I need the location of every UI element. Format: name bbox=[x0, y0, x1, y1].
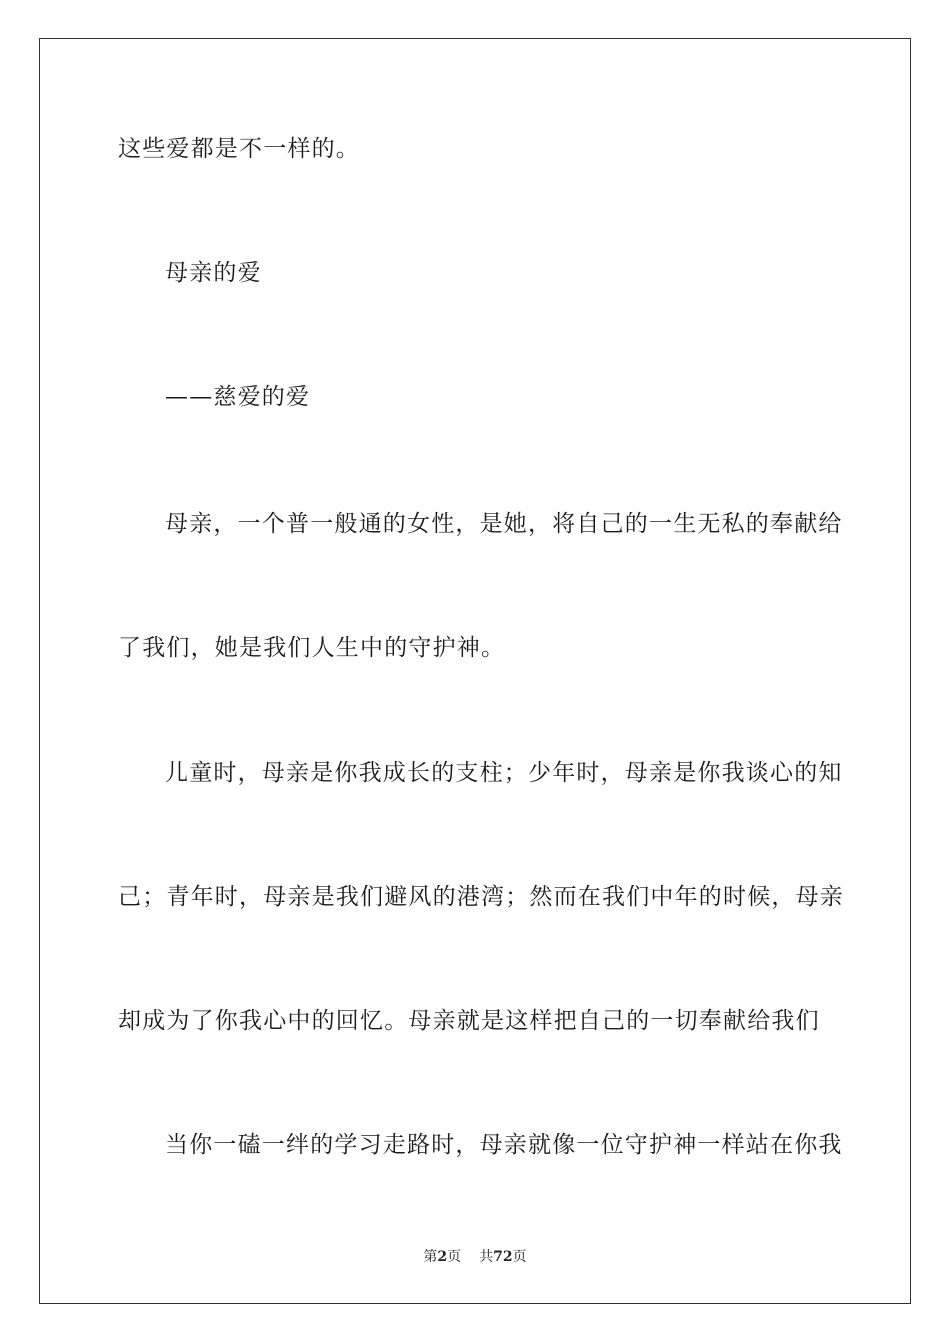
body-line-2: 母亲，一个普一般通的女性，是她，将自己的一生无私的奉献给 bbox=[165, 511, 843, 537]
body-line-1: 这些爱都是不一样的。 bbox=[118, 136, 360, 162]
body-line-7: 当你一磕一绊的学习走路时，母亲就像一位守护神一样站在你我 bbox=[165, 1132, 843, 1158]
total-prefix: 共 bbox=[479, 1249, 494, 1265]
section-heading: 母亲的爱 bbox=[165, 260, 262, 286]
body-line-6: 却成为了你我心中的回忆。母亲就是这样把自己的一切奉献给我们 bbox=[118, 1008, 820, 1034]
page-frame bbox=[39, 38, 911, 1304]
page-footer bbox=[0, 1248, 950, 1266]
total-suffix: 页 bbox=[512, 1249, 527, 1265]
body-line-3: 了我们，她是我们人生中的守护神。 bbox=[118, 635, 506, 661]
page-suffix: 页 bbox=[447, 1249, 462, 1265]
section-subheading: ——慈爱的爱 bbox=[165, 384, 311, 410]
page-prefix: 第 bbox=[423, 1249, 438, 1265]
body-line-5: 己；青年时，母亲是我们避风的港湾；然而在我们中年的时候，母亲 bbox=[118, 884, 844, 910]
page-number: 2 bbox=[437, 1249, 448, 1265]
body-line-4: 儿童时，母亲是你我成长的支柱；少年时，母亲是你我谈心的知 bbox=[165, 760, 843, 786]
total-pages: 72 bbox=[493, 1249, 513, 1265]
